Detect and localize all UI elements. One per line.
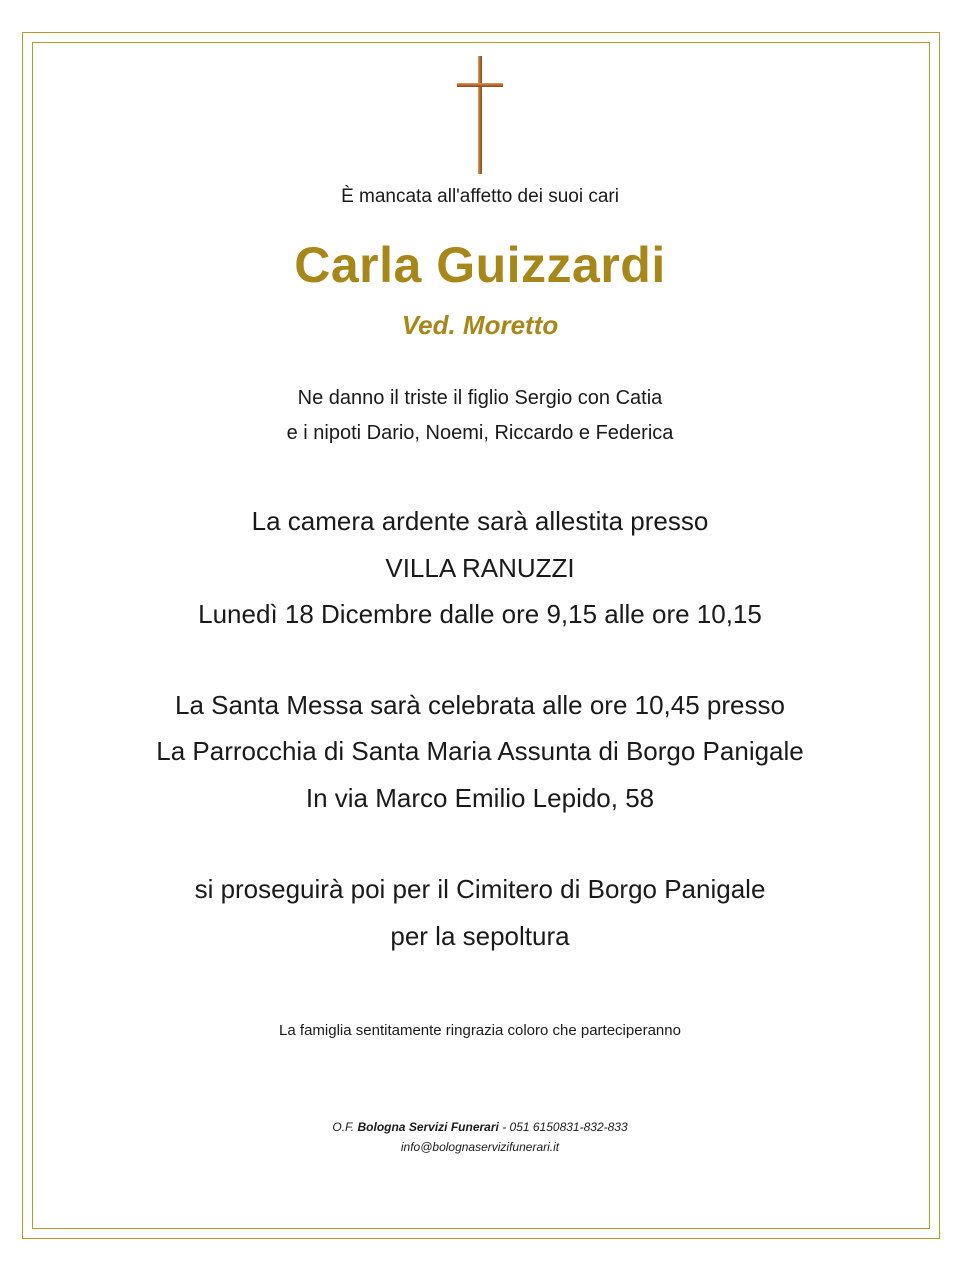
footer-prefix: O.F. [332, 1120, 358, 1134]
footer-brand: Bologna Servizi Funerari [357, 1120, 499, 1134]
burial-line-2: per la sepoltura [390, 921, 570, 951]
deceased-name: Carla Guizzardi [294, 237, 666, 293]
married-name: Ved. Moretto [401, 310, 559, 340]
viewing-location: VILLA RANUZZI [385, 553, 575, 583]
mass-address: In via Marco Emilio Lepido, 58 [305, 783, 655, 813]
footer-email: info@bolognaservizifunerari.it [400, 1140, 560, 1154]
mass-line-1: La Santa Messa sarà celebrata alle ore 10,45 presso [175, 690, 785, 720]
viewing-time: Lunedì 18 Dicembre dalle ore 9,15 alle ore 10,15 [198, 599, 762, 629]
inner-border [32, 42, 930, 1229]
thanks-text: La famiglia sentitamente ringrazia coloro che parteciperanno [279, 1022, 681, 1039]
family-line-2: e i nipoti Dario, Noemi, Riccardo e Federica [286, 422, 674, 444]
family-line-1: Ne danno il triste il figlio Sergio con Catia [297, 387, 663, 409]
cross-icon [456, 56, 504, 176]
footer-contact [0, 1120, 960, 1134]
footer-phone: - 051 6150831-832-833 [498, 1120, 628, 1134]
viewing-line-1: La camera ardente sarà allestita presso [251, 506, 709, 536]
intro-text: È mancata all'affetto dei suoi cari [341, 186, 619, 207]
mass-church: La Parrocchia di Santa Maria Assunta di Borgo Panigale [156, 736, 804, 766]
burial-line-1: si proseguirà poi per il Cimitero di Borgo Panigale [194, 874, 766, 904]
